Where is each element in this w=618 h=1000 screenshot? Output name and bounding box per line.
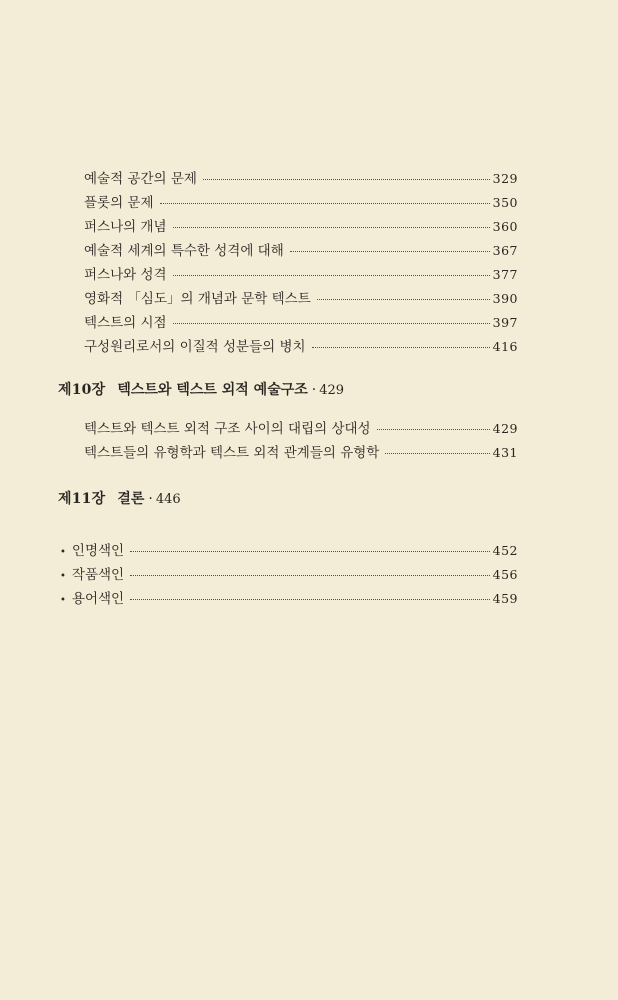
index-entry-label: 작품색인 — [71, 567, 125, 583]
chapter-title: 텍스트와 텍스트 외적 예술구조 — [117, 382, 308, 398]
toc-entry-title: 퍼스나와 성격 — [84, 267, 167, 283]
dot-leader — [173, 261, 490, 276]
toc-entry — [84, 442, 518, 462]
chapter-page: 429 — [319, 383, 345, 398]
dot-leader — [385, 439, 489, 454]
toc-entry — [84, 312, 518, 332]
toc-entry-page: 377 — [492, 267, 518, 282]
dot-leader — [173, 309, 490, 324]
bullet-icon: • — [60, 547, 66, 558]
dot-leader — [173, 213, 490, 228]
toc-entry-title: 구성원리로서의 이질적 성분들의 병치 — [84, 339, 306, 355]
index-entry — [60, 588, 518, 610]
toc-entry-page: 397 — [492, 315, 518, 330]
toc-entry — [84, 192, 518, 212]
chapter-number: 제11장 — [58, 491, 106, 507]
index-entry-page: 452 — [492, 543, 518, 558]
index-entry-title — [60, 542, 124, 562]
toc-entry-title: 텍스트와 텍스트 외적 구조 사이의 대립의 상대성 — [84, 421, 371, 437]
index-entry-label: 용어색인 — [71, 591, 125, 607]
toc-entry-page: 390 — [492, 291, 518, 306]
toc-entry-title: 예술적 세계의 특수한 성격에 대해 — [84, 243, 284, 259]
index-entry-page: 456 — [492, 567, 518, 582]
toc-entry-title: 영화적 「심도」의 개념과 문학 텍스트 — [84, 291, 311, 307]
toc-entry-page: 350 — [492, 195, 518, 210]
dot-leader — [130, 585, 490, 600]
toc-entry-title: 예술적 공간의 문제 — [84, 171, 197, 187]
chapter-page: 446 — [155, 492, 181, 507]
toc-entry-title: 퍼스나의 개념 — [84, 219, 167, 235]
chapter-heading — [58, 381, 344, 400]
dot-leader — [290, 237, 490, 252]
dot-leader — [130, 537, 490, 552]
toc-entry — [84, 264, 518, 284]
toc-entry — [84, 288, 518, 308]
toc-entry — [84, 240, 518, 260]
index-entry — [60, 540, 518, 562]
chapter-title: 결론 — [117, 491, 145, 507]
chapter-separator: · — [311, 382, 317, 398]
toc-entry — [84, 418, 518, 438]
dot-leader — [160, 189, 490, 204]
toc-entry-page: 431 — [492, 445, 518, 460]
dot-leader — [377, 415, 490, 430]
toc-entry — [84, 336, 518, 356]
toc-entry-page: 329 — [492, 171, 518, 186]
chapter-heading — [58, 490, 181, 509]
toc-entry — [84, 168, 518, 188]
index-entry-title — [60, 590, 124, 610]
toc-entry-title: 텍스트들의 유형학과 텍스트 외적 관계들의 유형학 — [84, 445, 380, 461]
bullet-icon: • — [60, 571, 66, 582]
chapter-separator: · — [148, 491, 153, 507]
toc-entry — [84, 216, 518, 236]
toc-entry-page: 360 — [492, 219, 518, 234]
bullet-icon: • — [60, 595, 66, 606]
toc-entry-page: 416 — [492, 339, 518, 354]
toc-entry-page: 429 — [492, 421, 518, 436]
dot-leader — [317, 285, 490, 300]
toc-entry-title: 플롯의 문제 — [84, 195, 154, 211]
chapter-number: 제10장 — [58, 382, 106, 398]
index-entry — [60, 564, 518, 586]
dot-leader — [203, 165, 490, 180]
toc-entry-page: 367 — [492, 243, 518, 258]
toc-entry-title: 텍스트의 시점 — [84, 315, 167, 331]
index-entry-page: 459 — [492, 591, 518, 606]
index-entry-title — [60, 566, 124, 586]
dot-leader — [312, 333, 490, 348]
index-entry-label: 인명색인 — [71, 543, 125, 559]
dot-leader — [130, 561, 490, 576]
